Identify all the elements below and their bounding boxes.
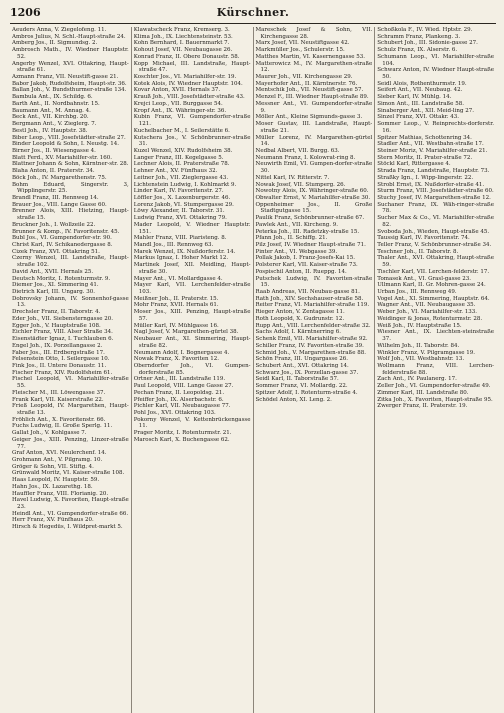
directory-entry: Vogel Ant., XI. Simmering, Hauptstr. 64. bbox=[377, 295, 490, 302]
directory-entry: Mandl Jos., III. Rennweg 63. bbox=[133, 242, 214, 248]
directory-entry: Neuwirth Emil, VI. Gumpen-dorfer-straße 30. bbox=[255, 161, 373, 175]
directory-entry: Pfeiffer Joh., IX. Alserbachstr. 6. bbox=[133, 396, 224, 403]
directory-entry: Geiger Jos., XIII. Penzing, Linzer-straße 77. bbox=[12, 436, 129, 450]
page-number: 1206 bbox=[10, 6, 41, 19]
directory-entry: Felsenstein Otto, I. Seilergasse 10. bbox=[12, 356, 110, 363]
directory-entry: Maurer Joh., VII. Kirchengasse 29. bbox=[255, 74, 353, 81]
directory-entry: Strada Franz, Landstraße, Hauptstr. 73. bbox=[377, 168, 490, 175]
directory-entry: Brauer Jos., VIII. Lange Gasse 60. bbox=[12, 201, 107, 208]
directory-entry: Schiller Franz, IV. Favoriten-straße 39. bbox=[255, 342, 364, 349]
directory-entry: Nowotny Alois, IX. Währinger-straße 60. bbox=[255, 188, 369, 195]
directory-entry: Binder Leopold & Sohn, I. Neustg. 14. bbox=[12, 141, 119, 148]
directory-entry: Svoboda Joh., Wieden, Haupt-straße 45. bbox=[377, 228, 490, 235]
directory-entry: Aeuders Anna, V. Ziegelofeng. 11. bbox=[12, 27, 107, 33]
directory-entry: Fröhlich Ant., X. Favoritenstr. 66. bbox=[12, 416, 106, 423]
directory-entry: Prager Moritz, I. Rotenturmstr. 21. bbox=[133, 430, 232, 437]
directory-entry: Mayer Ant., VI. Mollardgasse 4. bbox=[133, 275, 223, 282]
directory-entry: Ludwig Franz, XVI. Ottakring 79. bbox=[133, 215, 227, 222]
directory-entry: Wiesner Ant., IX. Liechten-steinstraße 37. bbox=[377, 329, 494, 343]
directory-entry: Sinzel Franz, XVI. Ottakr. 43. bbox=[377, 114, 460, 121]
directory-entry: Schramm Franz, Plankeng. 3. bbox=[377, 33, 461, 40]
directory-entry: Haas Leopold, IV. Hauptstr. 59. bbox=[12, 477, 100, 484]
directory-entry: Nowak Franz, X. Favoriten 12. bbox=[133, 356, 220, 363]
directory-entry: Schenk Emil, VII. Mariahilfer-straße 92. bbox=[255, 336, 368, 343]
directory-entry: Mareschek Josef & Sohn, VII. Kirchengasse 28. bbox=[255, 27, 373, 40]
directory-entry: Pechan Franz, II. Leopoldsg. 21. bbox=[133, 389, 225, 396]
directory-entry: Nagl Josef, V. Margarethen-gürtel 38. bbox=[133, 329, 239, 336]
directory-entry: Drechsler Franz, II. Taborstr. 4. bbox=[12, 309, 101, 316]
running-head: Kürschner. bbox=[216, 6, 290, 19]
directory-entry: Teller Franz, V. Schönbrunner-straße 34. bbox=[377, 242, 492, 248]
directory-entry: Dietrich Karl, III. Ungarg. 30. bbox=[12, 289, 96, 296]
directory-entry: Deutsch Moritz, I. Rotenturmstr. 9. bbox=[12, 275, 111, 282]
directory-column bbox=[131, 27, 253, 713]
directory-columns bbox=[10, 27, 496, 713]
directory-entry: Kubin Franz, VI. Gumpendorfer-straße 121. bbox=[133, 114, 251, 128]
page-header bbox=[10, 6, 496, 24]
directory-entry: Gröger & Sohn, VII. Stiftg. 4. bbox=[12, 463, 94, 470]
directory-entry: Weiß Joh., IV. Hauptstraße 15. bbox=[377, 322, 462, 329]
directory-entry: Schwarz Jos., IX. Porzellan-gasse 37. bbox=[255, 369, 359, 376]
directory-entry: Blaha Anton, II. Praterstr. 34. bbox=[12, 168, 95, 175]
directory-entry: Schoßkola F., IV. Wied. Hptstr. 29. bbox=[377, 27, 473, 33]
directory-entry: Putschek Ludwig, IV. Favoriten-straße 15. bbox=[255, 275, 373, 289]
directory-entry: Eder Joh., VII. Siebensterngasse 20. bbox=[12, 315, 114, 322]
directory-entry: Schulz Franz, IX. Alserstr. 6. bbox=[377, 47, 458, 54]
directory-entry: Rupp Ant., VIII. Lerchenfelder-straße 32. bbox=[255, 322, 371, 329]
directory-entry: Egger Joh., V. Hauptstraße 108. bbox=[12, 322, 101, 329]
directory-entry: Rath Joh., XIV. Sechshauser-straße 58. bbox=[255, 295, 364, 302]
directory-entry: Pinter Ant., VI. Webgasse 39. bbox=[255, 248, 338, 255]
directory-entry: Seidl Alois, Rothenthurmstr. 19. bbox=[377, 80, 467, 87]
directory-entry: Messner Ant., VI. Gumpendorfer-straße 9. bbox=[255, 100, 373, 114]
directory-entry: Schumann Leop., VI. Mariahilfer-straße 104. bbox=[377, 53, 494, 67]
directory-entry: Straßky Ign., I. Wipp-lingerstr. 22. bbox=[377, 174, 474, 181]
directory-entry: Azmann Franz, VII. Neustift-gasse 21. bbox=[12, 74, 119, 81]
directory-entry: Brunner & Komp., IV. Favoritenstr. 45. bbox=[12, 228, 120, 235]
directory-entry: Eisenstädter Ignaz, I. Tuchlauben 6. bbox=[12, 336, 114, 343]
directory-entry: Fischel Leopold, VI. Mariahilfer-straße 55. bbox=[12, 376, 129, 390]
directory-entry: Moser Jos., XIII. Penzing, Haupt-straße 57. bbox=[133, 309, 251, 322]
directory-entry: Bambula Ant., IX. Schildg. 6. bbox=[12, 94, 93, 101]
directory-entry: Sturm Franz, VIII. Josefstädter-straße 60. bbox=[377, 188, 494, 195]
directory-entry: Kohout Josef, VII. Neubaugasse 26. bbox=[133, 47, 233, 54]
directory-entry: Kotek Alois, IV. Wiedner Hauptstr. 104. bbox=[133, 80, 243, 87]
directory-entry: Weidinger & Jonas, Rotenturmstr. 28. bbox=[377, 315, 483, 322]
directory-entry: Spitzer Adolf, I. Rotenturm-straße 4. bbox=[255, 389, 358, 396]
directory-entry: Wolf Joh., VII. Westbahnstr. 13. bbox=[377, 356, 465, 363]
directory-entry: Steiner Moriz, V. Mariahilfer-straße 21. bbox=[377, 147, 488, 154]
directory-entry: Hahn Jos., IX. Lazarethg. 18. bbox=[12, 483, 93, 490]
directory-entry: Nowak Josef, VII. Stumperg. 26. bbox=[255, 181, 346, 188]
directory-entry: Koschter Jos., VI. Mariahilfer-str. 19. bbox=[133, 74, 237, 81]
directory-entry: Baumann Ant., M. Annag. 4. bbox=[12, 107, 91, 114]
directory-entry: Bergmann Ant., V. Zieglerg. 7. bbox=[12, 121, 97, 128]
directory-entry: Fleischer M., III. Löwengasse 37. bbox=[12, 389, 106, 396]
directory-entry: Oberndorfer Joh., VI. Gumpen-dorferstraße 85. bbox=[133, 362, 251, 376]
directory-entry: Lorenz Jakob, VI. Stumpergasse 29. bbox=[133, 201, 234, 208]
directory-entry: Bubl Jos., VI. Gumpendorfer-str. 90. bbox=[12, 235, 112, 242]
directory-entry: Sachs Adolf, I. Kärntnerring 6. bbox=[255, 329, 341, 336]
directory-column bbox=[253, 27, 375, 713]
directory-entry: Ullmann Karl, II. Gr. Mohren-gasse 24. bbox=[377, 282, 486, 289]
directory-entry: Mentschik Joh., VII. Neustift-gasse 57. bbox=[255, 87, 364, 94]
directory-entry: Neumann Franz, I. Kolowrat-ring 8. bbox=[255, 154, 356, 161]
directory-entry: Möller Ant., Kleine Sigmunds-gasse 3. bbox=[255, 114, 363, 121]
directory-entry: Tomasek Ant., VI. Grasl-gasse 23. bbox=[377, 275, 472, 282]
directory-entry: Kopp Michael, III. Landstraße, Haupt-straße 47. bbox=[133, 60, 251, 74]
directory-entry: Czerny Wenzel, III. Landstraße, Haupt-straße 102. bbox=[12, 255, 129, 269]
directory-entry: Oppenheimer Jos., II. Große Stadtgutgasse 15. bbox=[255, 201, 373, 215]
directory-entry: Fischer Franz, XIV. Rudolfsheim 61. bbox=[12, 369, 113, 376]
directory-entry: Ortner Ant., III. Landstraße 119. bbox=[133, 376, 226, 383]
directory-entry: Pilz Josef, IV. Wiedner Haupt-straße 71. bbox=[255, 242, 366, 248]
directory-entry: Obwalter Ernst, V. Mariahilfer-straße 30. bbox=[255, 194, 371, 201]
directory-entry: Kutschera Jos., V. Schönbrunner-straße 31. bbox=[133, 134, 251, 148]
directory-entry: Müller Karl, IV. Mühlgasse 16. bbox=[133, 322, 219, 329]
directory-entry: Marx Josef, VII. Neustiftgasse 42. bbox=[255, 40, 350, 47]
directory-entry: Schmid Joh., V. Margarethen-straße 88. bbox=[255, 349, 366, 356]
directory-entry: Kuzel Wenzel, XIV. Rudolfsheim 38. bbox=[133, 147, 233, 154]
directory-entry: Spitzer Mathias, Schottenring 34. bbox=[377, 134, 472, 141]
directory-entry: Lichtenstein Ludwig, I. Kohlmarkt 9. bbox=[133, 181, 237, 188]
directory-entry: Stern Moritz, II. Prater-straße 72. bbox=[377, 154, 473, 161]
directory-entry: Grohmann Ant., V. Pilgramg. 10. bbox=[12, 457, 103, 463]
directory-entry: Schubert Joh., III. Sidonie-gasse 27. bbox=[377, 40, 478, 47]
directory-entry: Stuchy Josef, IV. Margarethen-straße 12. bbox=[377, 194, 491, 201]
directory-entry: Seidl Karl, II. Taborstraße 57. bbox=[255, 376, 339, 383]
directory-entry: Klawatscheck Franz, Kremserg. 3. bbox=[133, 27, 230, 33]
directory-entry: Diemer Jos., XI. Simmering 41. bbox=[12, 282, 99, 289]
directory-entry: Wollmann Franz, VIII. Lerchen-felderstraße 88. bbox=[377, 362, 494, 376]
directory-entry: Wagner Ant., VII. Neubaugasse 35. bbox=[377, 302, 476, 309]
directory-entry: Matthes Martin, VI. Kasernengasse 53. bbox=[255, 53, 366, 60]
directory-entry: Nittel Karl, IV. Ritterstr. 7. bbox=[255, 174, 330, 181]
directory-entry: Birner Jos., II. Wiesengasse 4. bbox=[12, 147, 96, 154]
directory-entry: Nedbal Albert, VII. Burgg. 63. bbox=[255, 147, 340, 154]
directory-entry: Moser Gustav, III. Landstraße, Haupt-straße 21. bbox=[255, 121, 373, 134]
directory-entry: Krauß Joh., VIII. Josefstädter-straße 43. bbox=[133, 94, 245, 101]
directory-entry: Müller Lorenz, IV. Margarethen-gürtel 14. bbox=[255, 134, 373, 148]
directory-entry: Böck Joh., IV. Margarethenstr. 75. bbox=[12, 174, 107, 181]
directory-entry: Sucher Max & Co., VI. Mariahilfer-straße 82. bbox=[377, 215, 494, 228]
directory-entry: Kropf Ant., IX. Währinger-str. 36. bbox=[133, 107, 227, 114]
directory-entry: Bruckner Joh., I. Wollzeile 22. bbox=[12, 221, 96, 228]
directory-entry: Schwarz Anton, IV. Wiedner Haupt-straße 50. bbox=[377, 67, 494, 81]
directory-entry: Schödel Anton, XI. Leng. 2. bbox=[255, 396, 332, 403]
directory-entry: Babor Jakob, Rudolfsheim, Haupt-str. 36. bbox=[12, 80, 127, 87]
directory-entry: Cizek Franz, XVI. Ottakring 51. bbox=[12, 248, 100, 255]
directory-entry: Gallat Joh., V. Kohlgasse 7. bbox=[12, 430, 87, 437]
directory-entry: Blatt Ferd., XV. Mariahilfer-str. 160. bbox=[12, 154, 113, 161]
directory-entry: Brenner Alois, XIII. Hietzing, Haupt-straße 15. bbox=[12, 208, 129, 222]
directory-entry: Zach Ant., IV. Paulanerg. 17. bbox=[377, 376, 457, 383]
directory-entry: Angerby Wenzel, XVI. Ottakring, Haupt-straße 61. bbox=[12, 60, 129, 74]
directory-entry: Neubauer Ant., XI. Simmering, Haupt-straße 82. bbox=[133, 336, 251, 349]
directory-entry: Bestl Joh., IV. Hauptstr. 38. bbox=[12, 127, 88, 134]
directory-entry: Meißner Joh., II. Praterstr. 15. bbox=[133, 295, 219, 302]
directory-entry: Roth Leopold, X. Gudrunstr. 12. bbox=[255, 315, 345, 322]
directory-entry: Faber Jos., III. Erdbergstraße 17. bbox=[12, 349, 105, 356]
directory-entry: Löffler Jos., X. Laxenburgerstr. 46. bbox=[133, 194, 231, 201]
directory-entry: Peterka Joh., III. Radetzky-straße 15. bbox=[255, 228, 360, 235]
directory-entry: Pichler Karl, VII. Neubaugasse 77. bbox=[133, 403, 231, 410]
directory-entry: Tischler Karl, VII. Lerchen-felderstr. 17. bbox=[377, 268, 490, 275]
directory-entry: Paulik Franz, Schönbrunner-straße 67. bbox=[255, 215, 365, 222]
directory-entry: Zimmer Karl, III. Landstraße 80. bbox=[377, 389, 469, 396]
directory-entry: Löwy Alexander, II. Taborstr. 31. bbox=[133, 208, 225, 215]
directory-entry: Frank Karl, VII. Kaiserstraße 22. bbox=[12, 396, 104, 403]
directory-entry: Suchaner Franz, IX. Wäh-ringer-straße 78. bbox=[377, 201, 494, 215]
directory-entry: Teschner Joh., II. Taborstr. 8. bbox=[377, 248, 459, 255]
directory-entry: Sinaberger Ant., XII. Meid-ling 27. bbox=[377, 107, 474, 114]
directory-entry: Rieger Anton, V. Zentagasse 11. bbox=[255, 309, 345, 316]
directory-entry: Langer Franz, III. Kegelgasse 5. bbox=[133, 154, 224, 161]
directory-entry: Mayerhofer Ant., II. Kärntnerstr. 76. bbox=[255, 80, 358, 87]
directory-entry: Graf Anton, XVI. Neulerchenf. 14. bbox=[12, 450, 107, 457]
directory-entry: Menzel F., III. Wiedner Haupt-straße 89. bbox=[255, 94, 369, 101]
directory-entry: Ballan Joh., V. Bundsthurmer-straße 134. bbox=[12, 87, 127, 94]
directory-entry: Weber Joh., VI. Mariahilfer-str. 133. bbox=[377, 309, 478, 316]
directory-entry: Strobl Ernst, IX. Nußdorfer-straße 41. bbox=[377, 181, 485, 188]
directory-entry: Sommer Franz, VI. Mollardg. 22. bbox=[255, 383, 348, 390]
directory-entry: Heindl Ant., VI. Gumpendorfer-straße 66. bbox=[12, 510, 129, 517]
directory-entry: Christ Karl, IV. Schikanedergasse 8. bbox=[12, 242, 113, 248]
directory-entry: Mayer Karl, VII. Lerchenfelder-straße 103. bbox=[133, 282, 251, 296]
directory-entry: Eichler Franz, VIII. Alser Straße 34. bbox=[12, 329, 113, 336]
directory-entry: Markmüller Jos., Schulerstr. 15. bbox=[255, 47, 345, 54]
directory-entry: Thaler Ant., XVI. Ottakring, Haupt-straße 59. bbox=[377, 255, 494, 269]
directory-entry: Seifert Ant., VII. Neubaug. 42. bbox=[377, 87, 463, 94]
directory-entry: Martinek Josef, XII. Meidling, Haupt-straße 30. bbox=[133, 262, 251, 275]
directory-entry: Pawlek Ant., VII. Kircheng. 9. bbox=[255, 221, 338, 228]
directory-entry: Marosch Karl, X. Buchengasse 62. bbox=[133, 436, 230, 443]
directory-entry: Konrad Franz, II. Obere Donaustr. 58. bbox=[133, 53, 240, 60]
directory-entry: Lehner Ant., XV. Fünfhaus 32. bbox=[133, 168, 218, 175]
directory-entry: Neumann Adolf, I. Bognergasse 4. bbox=[133, 349, 230, 356]
directory-entry: Fink Jos., II. Untere Donaustr. 11. bbox=[12, 362, 107, 369]
directory-entry: Zeller Joh., VI. Gumpendorfer-straße 49. bbox=[377, 383, 491, 390]
directory-entry: Pokorny Wenzel, V. Kettenbrückengasse 11. bbox=[133, 416, 251, 430]
directory-entry: Krejci Leop., VII. Burggasse 54. bbox=[133, 100, 223, 107]
directory-entry: Sommer Leop., V. Reinprechts-dorferstr. 16. bbox=[377, 121, 494, 134]
directory-entry: Kovar Anton, XVII. Hernals 37. bbox=[133, 87, 221, 94]
directory-entry: Blattner Johann & Sohn, Kärntner-str. 28. bbox=[12, 161, 129, 168]
directory-entry: Dobrovsky Johann, IV. Sonnenhof-gasse 13. bbox=[12, 295, 129, 309]
directory-entry: Leitner Joh., VII. Zieglergasse 43. bbox=[133, 174, 229, 181]
directory-entry: Raab Andreas, VII. Neubau-gasse 81. bbox=[255, 289, 360, 296]
directory-entry: Taussig Karl, IV. Favoritenstr. 74. bbox=[377, 235, 470, 242]
directory-entry: Barth Ant., II. Nordbahnstr. 15. bbox=[12, 100, 100, 107]
directory-entry: Mohr Franz, XVII. Hernals 61. bbox=[133, 302, 219, 309]
directory-entry: Mahler Franz, VIII. Piaristeng. 8. bbox=[133, 235, 227, 242]
directory-entry: David Ant., XVII. Hernals 25. bbox=[12, 268, 94, 275]
directory-entry: Pospischil Anton, II. Rueppg. 14. bbox=[255, 268, 347, 275]
directory-entry: Kuchelbacher M., I. Seilerstätte 6. bbox=[133, 127, 230, 134]
directory-entry: Simon Ant., III. Landstraße 58. bbox=[377, 100, 464, 107]
directory-entry: Reiter Franz, VI. Mariahilfer-straße 119. bbox=[255, 302, 370, 309]
directory-entry: Markus Ignaz, I. Hoher Markt 12. bbox=[133, 255, 229, 262]
directory-entry: Hauffler Franz, VIII. Florianig. 20. bbox=[12, 490, 109, 497]
directory-column bbox=[374, 27, 496, 713]
directory-entry: Hirsch & Hegedüs, I. Wildpret-markt 5. bbox=[12, 524, 123, 531]
directory-entry: Biber Leop., VIII. Josefstädter-straße 27. bbox=[12, 134, 126, 141]
directory-entry: Paul Leopold, VIII. Lange Gasse 27. bbox=[133, 383, 234, 390]
directory-column bbox=[10, 27, 131, 713]
directory-entry: Lechner Alois, II. Praterstraße 78. bbox=[133, 161, 230, 168]
directory-entry: Pollak Jakob, I. Franz-Josefs-Kai 15. bbox=[255, 255, 355, 262]
directory-entry: Grünwald Moritz, VI. Kaiser-straße 108. bbox=[12, 470, 125, 477]
directory-entry: Polsterer Karl, VII. Kaiser-straße 73. bbox=[255, 262, 358, 269]
directory-entry: Amberg Jos., II. Sigmundsg. 2. bbox=[12, 40, 98, 47]
directory-entry: Mader Leopold, V. Wiedner Hauptstr. 151. bbox=[133, 221, 251, 235]
directory-entry: Stöckl Karl, Rittergasse 4. bbox=[377, 161, 451, 168]
directory-entry: Bohm Eduard, Singerstr. 3, Wipplingerstr. 25. bbox=[12, 181, 129, 195]
directory-entry: Zwerger Franz, II. Praterstr. 19. bbox=[377, 403, 468, 410]
directory-entry: Engel Joh., IX. Porzellangasse 2. bbox=[12, 342, 103, 349]
directory-entry: Stadler Ant., VII. Westbahn-straße 17. bbox=[377, 141, 484, 148]
directory-entry: Zitka Joh., X. Favoriten, Haupt-straße 95. bbox=[377, 396, 493, 403]
directory-entry: Marek Wenzel, IX. Nußdorferstr. 14. bbox=[133, 248, 236, 255]
directory-entry: Sieber Karl, IV. Mühlg. 14. bbox=[377, 94, 452, 101]
directory-entry: Linder Karl, IV. Favoritenstr. 27. bbox=[133, 188, 224, 195]
directory-entry: Urban Jos., III. Rennweg 49. bbox=[377, 289, 457, 296]
directory-entry: Ambros Julius, N. Schl.-Haupt-straße 24. bbox=[12, 33, 126, 40]
directory-entry: Ambrosch Math., IV. Wiedner Hauptstr. 52. bbox=[12, 47, 129, 60]
directory-entry: Matterowicz M., IV. Margarethen-straße 12. bbox=[255, 60, 373, 74]
directory-entry: Kohn Bernhard, I. Bauernmarkt 7. bbox=[133, 40, 230, 47]
directory-entry: Winkler Franz, V. Pilgramgasse 19. bbox=[377, 349, 476, 356]
directory-entry: Beck Ant., VII. Kirchbg. 20. bbox=[12, 114, 89, 121]
directory-entry: Frieß Leopold, IV. Margarethen, Haupt-straße 13. bbox=[12, 403, 129, 416]
directory-entry: Herr Franz, XV. Fünfhaus 20. bbox=[12, 517, 94, 524]
directory-entry: Klima Joh., IX. Liechtensteinstr. 53. bbox=[133, 33, 233, 40]
directory-entry: Schubert Ant., XVI. Ottakring 14. bbox=[255, 362, 349, 369]
directory-entry: Pohl Jos., XVI. Ottakring 103. bbox=[133, 409, 216, 416]
directory-entry: Brandl Franz, III. Rennweg 14. bbox=[12, 194, 99, 201]
directory-entry: Schön Franz, III. Ungargasse 26. bbox=[255, 356, 348, 363]
directory-entry: Wilhelm Joh., II. Taborstr. 84. bbox=[377, 342, 460, 349]
directory-entry: Pfann Joh., II. Schiffg. 21. bbox=[255, 235, 328, 242]
directory-entry: Havel Ludwig, X. Favoriten, Haupt-straße 23. bbox=[12, 497, 129, 511]
directory-entry: Fuchs Ludwig, II. Große Sperlg. 11. bbox=[12, 423, 113, 430]
